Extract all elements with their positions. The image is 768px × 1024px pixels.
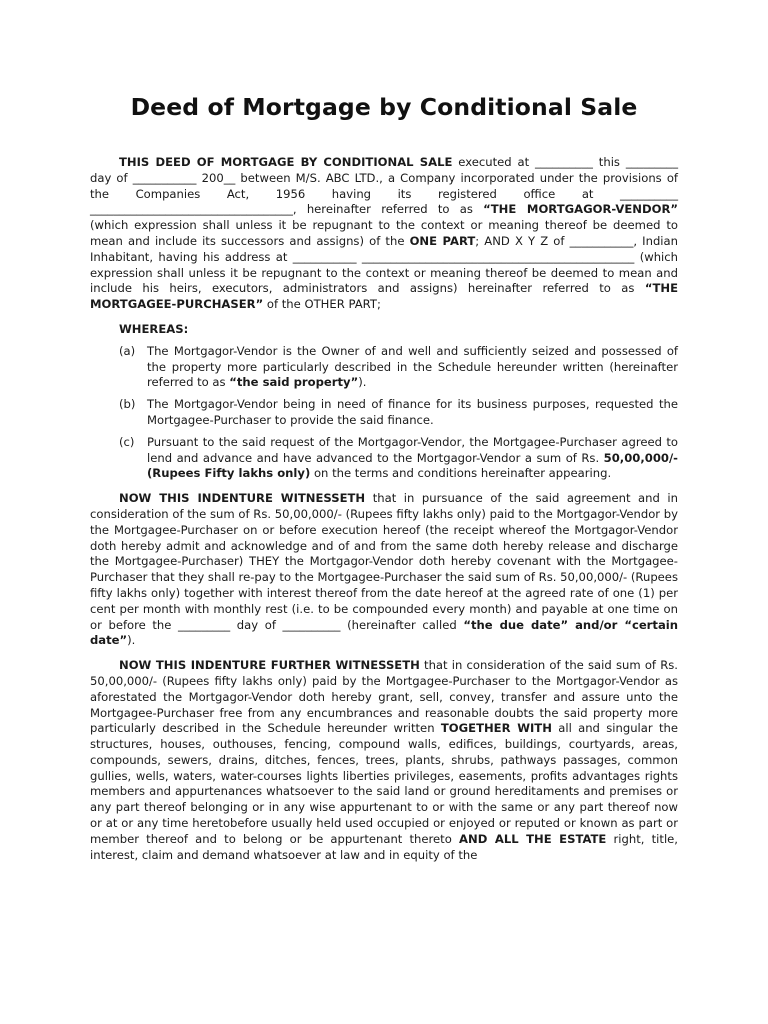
mortgagee-purchaser-term: “THE MORTGAGEE-PURCHASER”	[90, 281, 678, 312]
further-witnesseth-paragraph	[90, 658, 678, 863]
paragraph-text: The Mortgagor-Vendor is the Owner of and well and sufficiently seized and possessed of the property more particularly described in the Schedule hereunder written (hereinafter referred to as	[147, 343, 678, 390]
recital-marker: (a)	[119, 343, 136, 358]
paragraph-text: of the OTHER PART;	[263, 297, 381, 312]
recital-item	[119, 397, 678, 429]
paragraph-text: The Mortgagor-Vendor being in need of finance for its business purposes, requested the Mortgagee-Purchaser to provide the said finance.	[147, 397, 678, 427]
paragraph-text: right, title, interest, claim and demand whatsoever at law and in equity of the	[90, 831, 678, 862]
witnesseth-heading-text: NOW THIS INDENTURE WITNESSETH	[119, 491, 366, 506]
mortgagor-vendor-term: “THE MORTGAGOR-VENDOR”	[483, 202, 678, 217]
paragraph-text: executed at __________ this _________ day of ___________ 200__ between M/S. ABC LTD., a Company incorporated under the provisions of the Companies Act, 1956 having its registered office at __________ ___________________________________, hereinafter referred to as	[90, 155, 678, 217]
document-title: Deed of Mortgage by Conditional Sale	[130, 93, 638, 121]
deed-heading-text: THIS DEED OF MORTGAGE BY CONDITIONAL SALE	[119, 155, 453, 169]
recital-text	[147, 397, 678, 429]
loan-amount-term: 50,00,000/- (Rupees Fifty lakhs only)	[147, 450, 678, 481]
due-date-term: “the due date” and/or “certain date”	[90, 617, 678, 648]
further-witnesseth-heading-text: NOW THIS INDENTURE FURTHER WITNESSETH	[119, 658, 420, 673]
recital-text	[147, 435, 678, 482]
together-with-term: TOGETHER WITH	[440, 721, 552, 736]
paragraph-text: that in pursuance of the said agreement and in consideration of the sum of Rs. 50,00,000/- (Rupees fifty lakhs only) paid to the Mortgagor-Vendor by the Mortgagee-Purchaser on or before execution hereof (the receipt whereof the Mortgagor-Vendor doth hereby admit and acknowledge and of and from the same doth hereby release and discharge the Mortgagee-Purchaser) THEY the Mortgagor-Vendor doth hereby covenant with the Mortgagee-Purchaser that they shall re-pay to the Mortgagee-Purchaser the said sum of Rs. 50,00,000/- (Rupees fifty lakhs only) together with interest thereof from the date hereof at the agreed rate of one (1) per cent per month with monthly rest (i.e. to be compounded every month) and payable at one time on or before the _________ day of __________ (hereinafter called	[90, 491, 678, 632]
whereas-heading: WHEREAS:	[119, 321, 189, 336]
paragraph-text: that in consideration of the said sum of Rs. 50,00,000/- (Rupees fifty lakhs only) paid by the Mortgagee-Purchaser to the Mortgagor-Vendor as aforestated the Mortgagor-Vendor doth hereby grant, sell, convey, transfer and assure unto the Mortgagee-Purchaser free from any encumbrances and reasonable doubts the said property more particularly described in the Schedule hereunder written	[90, 658, 678, 736]
opening-paragraph	[90, 155, 678, 313]
recital-marker: (b)	[119, 397, 136, 412]
paragraph-text: (which expression shall unless it be repugnant to the context or meaning thereof be deemed to mean and include its successors and assigns) of the	[90, 218, 678, 248]
recital-text	[147, 344, 678, 391]
paragraph-text: ).	[358, 375, 367, 390]
paragraph-text: ; AND X Y Z of ___________, Indian Inhabitant, having his address at ___________ _______________________________________________ (which expression shall unless it be repugnant to the context or meaning thereof be deemed to mean and include his heirs, executors, administrators and assigns) hereinafter referred to as	[90, 233, 678, 296]
recital-marker: (c)	[119, 434, 135, 449]
witnesseth-paragraph	[90, 491, 678, 649]
one-part-term: ONE PART	[409, 233, 476, 248]
paragraph-text: ).	[127, 633, 136, 648]
paragraph-text: on the terms and conditions hereinafter appearing.	[310, 466, 612, 481]
paragraph-text: Pursuant to the said request of the Mortgagor-Vendor, the Mortgagee-Purchaser agreed to lend and advance and have advanced to the Mortgagor-Vendor a sum of Rs.	[147, 434, 678, 465]
recital-item	[119, 435, 678, 482]
all-the-estate-term: AND ALL THE ESTATE	[459, 831, 607, 846]
said-property-term: “the said property”	[229, 375, 359, 390]
paragraph-text: all and singular the structures, houses, outhouses, fencing, compound walls, edifices, buildings, courtyards, areas, compounds, sewers, drains, ditches, fences, trees, plants, shrubs, pathways passages, common gullies, wells, waters, water-courses lights liberties privileges, easements, profits advantages rights members and appurtenances whatsoever to the said land or ground hereditaments and premises or any part thereof belonging or in any wise appurtenant to or with the same or any part thereof now or at or any time heretobefore usually held used occupied or enjoyed or reputed or known as part or member thereof and to belong or be appurtenant thereto	[90, 721, 678, 846]
document-body	[90, 155, 678, 872]
recital-item	[119, 344, 678, 391]
